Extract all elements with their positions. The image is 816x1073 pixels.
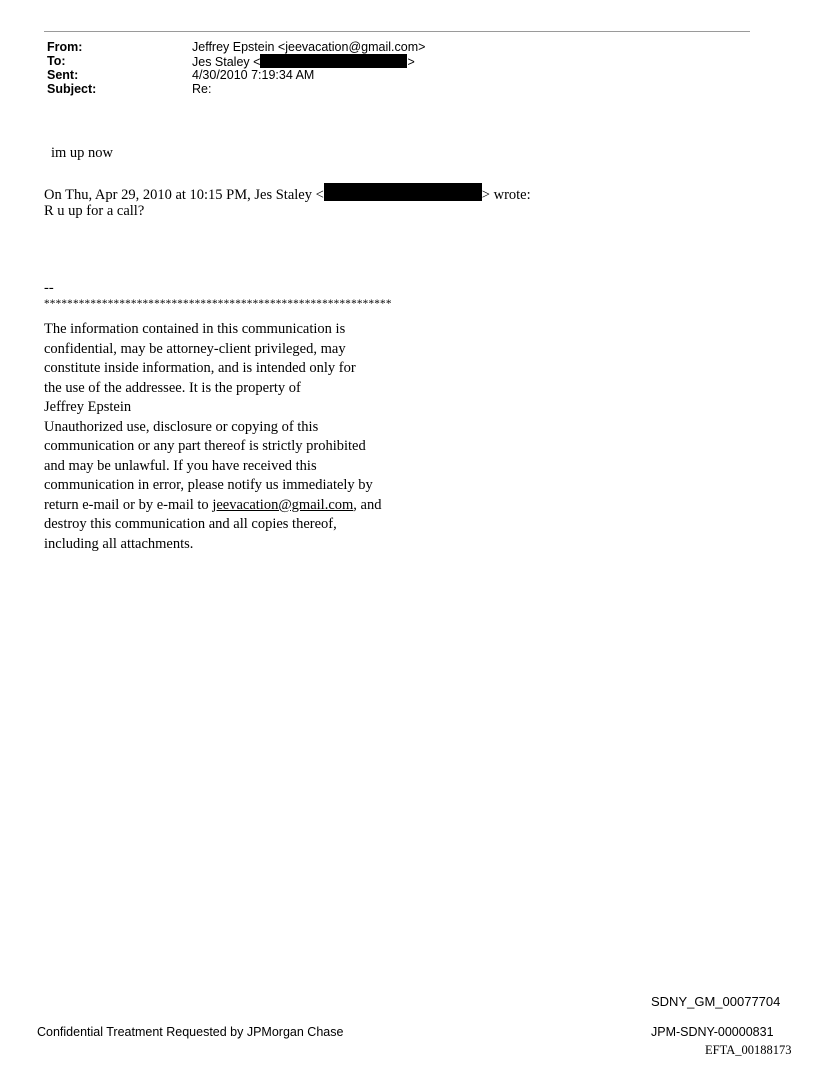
disclaimer-line: confidential, may be attorney-client privileged, may <box>44 340 346 357</box>
sent-value: 4/30/2010 7:19:34 AM <box>192 68 315 82</box>
signature-dashes: -- <box>44 280 54 296</box>
disclaimer-line-prefix: return e-mail or by e-mail to <box>44 496 213 513</box>
disclaimer-line: Jeffrey Epstein <box>44 399 132 415</box>
to-suffix: > <box>407 55 415 69</box>
subject-value: Re: <box>192 82 212 96</box>
disclaimer-line: Unauthorized use, disclosure or copying of this <box>44 418 319 435</box>
sent-label: Sent: <box>47 68 79 82</box>
header-divider <box>44 31 750 32</box>
to-label: To: <box>47 54 66 68</box>
disclaimer-line: including all attachments. <box>44 535 194 552</box>
from-value: Jeffrey Epstein <jeevacation@gmail.com> <box>192 40 426 54</box>
disclaimer-line-suffix: , and <box>353 496 382 513</box>
disclaimer-line: constitute inside information, and is intended only for <box>44 360 356 376</box>
disclaimer-line <box>44 496 381 516</box>
quote-prefix: On Thu, Apr 29, 2010 at 10:15 PM, Jes Staley < <box>44 187 324 203</box>
disclaimer-line: and may be unlawful. If you have received this <box>44 457 317 474</box>
reply-text: im up now <box>51 145 114 161</box>
disclaimer-line: The information contained in this communication is <box>44 321 346 337</box>
bates-jpm: JPM-SDNY-00000831 <box>651 1025 774 1039</box>
asterisk-divider: ************************************************************ <box>44 298 392 310</box>
disclaimer-line: the use of the addressee. It is the property of <box>44 379 301 396</box>
email-link[interactable]: jeevacation@gmail.com <box>212 496 354 513</box>
to-redaction <box>260 54 407 68</box>
bates-efta: EFTA_00188173 <box>705 1043 792 1057</box>
quote-redaction <box>324 183 482 201</box>
disclaimer-line: communication or any part thereof is strictly prohibited <box>44 438 366 454</box>
from-label: From: <box>47 40 83 54</box>
bates-sdny-gm: SDNY_GM_00077704 <box>651 994 781 1009</box>
confidential-treatment-note: Confidential Treatment Requested by JPMorgan Chase <box>37 1025 344 1039</box>
to-prefix: Jes Staley < <box>192 55 261 69</box>
to-value <box>192 54 415 69</box>
quote-attribution <box>44 183 531 204</box>
subject-label: Subject: <box>47 82 97 96</box>
disclaimer-line: communication in error, please notify us immediately by <box>44 477 373 493</box>
confidentiality-disclaimer <box>44 320 381 554</box>
quoted-message: R u up for a call? <box>44 203 145 219</box>
quote-suffix: > wrote: <box>481 187 531 203</box>
disclaimer-line: destroy this communication and all copies thereof, <box>44 516 337 532</box>
